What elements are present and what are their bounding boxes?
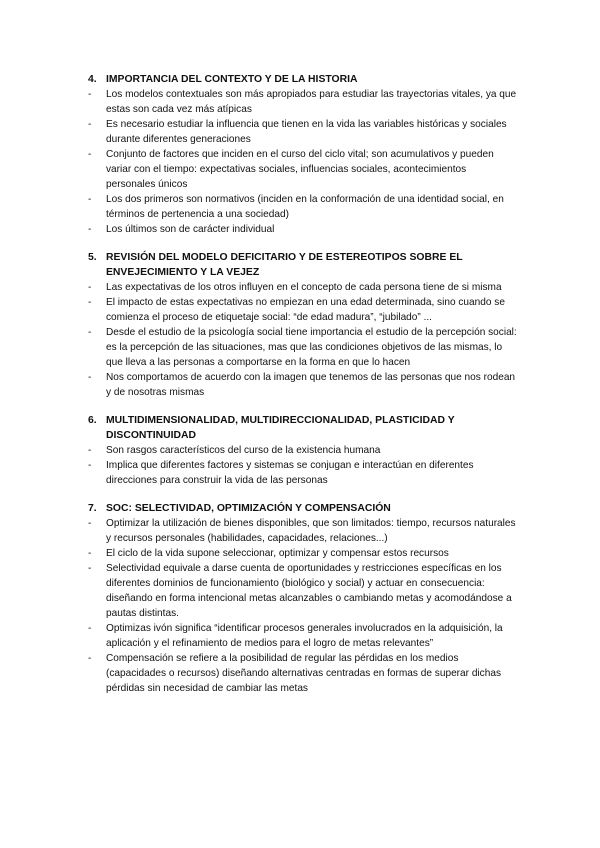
list-item [88, 458, 518, 488]
list-item-text: Optimizar la utilización de bienes disponibles, que son limitados: tiempo, recursos naturales y recursos personales (habilidades, capacidades, relaciones...) [106, 518, 516, 544]
list-item [88, 295, 518, 325]
dash-bullet-icon: - [88, 297, 92, 308]
dash-bullet-icon: - [88, 372, 92, 383]
list-item [88, 147, 518, 192]
list-item-text: Compensación se refiere a la posibilidad de regular las pérdidas en los medios (capacidades o recursos) diseñando alternativas centradas en formas de superar dichas pérdidas sin necesidad de cambiar las metas [106, 653, 501, 694]
list-item-text: Los últimos son de carácter individual [106, 224, 275, 235]
section-heading [88, 72, 518, 87]
bullet-list [88, 443, 518, 488]
document-content [88, 72, 518, 709]
list-item-text: Selectividad equivale a darse cuenta de oportunidades y restricciones específicas en los diferentes dominios de funcionamiento (biológico y social) y actuar en consecuencia: diseñando en forma intencional metas alcanzables o cambiando metas y acomodándose a pautas distintas. [106, 563, 512, 619]
section-1 [88, 72, 518, 237]
section-title: REVISIÓN DEL MODELO DEFICITARIO Y DE ESTEREOTIPOS SOBRE EL ENVEJECIMIENTO Y LA VEJEZ [106, 252, 463, 278]
dash-bullet-icon: - [88, 548, 92, 559]
list-item [88, 370, 518, 400]
section-4 [88, 501, 518, 696]
dash-bullet-icon: - [88, 563, 92, 574]
list-item-text: Nos comportamos de acuerdo con la imagen que tenemos de las personas que nos rodean y de nosotras mismas [106, 372, 516, 398]
list-item [88, 651, 518, 696]
list-item [88, 516, 518, 546]
section-3 [88, 413, 518, 488]
dash-bullet-icon: - [88, 445, 92, 456]
section-heading [88, 250, 518, 280]
dash-bullet-icon: - [88, 460, 92, 471]
section-heading [88, 501, 518, 516]
list-item-text: Desde el estudio de la psicología social tiene importancia el estudio de la percepción social: es la percepción de las situaciones, mas que las condiciones objetivos de las mismas, lo que lleva a las personas a comportarse en la forma en que lo hacen [106, 327, 517, 368]
list-item-text: Conjunto de factores que inciden en el curso del ciclo vital; son acumulativos y pueden variar con el tiempo: expectativas sociales, influencias sociales, acontecimientos personales únicos [106, 149, 494, 190]
list-item-text: Las expectativas de los otros influyen en el concepto de cada persona tiene de si misma [106, 282, 502, 293]
list-item [88, 117, 518, 147]
list-item-text: Son rasgos característicos del curso de la existencia humana [106, 445, 381, 456]
dash-bullet-icon: - [88, 653, 92, 664]
list-item-text: Optimizas ivón significa “identificar procesos generales involucrados en la adquisición, la aplicación y el refinamiento de medios para el logro de metas relevantes” [106, 623, 503, 649]
list-item [88, 87, 518, 117]
section-title: MULTIDIMENSIONALIDAD, MULTIDIRECCIONALIDAD, PLASTICIDAD Y DISCONTINUIDAD [106, 415, 455, 441]
list-item [88, 325, 518, 370]
section-number: 7. [88, 503, 97, 514]
list-item [88, 443, 518, 458]
list-item [88, 192, 518, 222]
list-item-text: Los dos primeros son normativos (inciden en la conformación de una identidad social, en términos de pertenencia a una sociedad) [106, 194, 504, 220]
list-item-text: El impacto de estas expectativas no empiezan en una edad determinada, sino cuando se comienza el proceso de etiquetaje social: “de edad madura”, “jubilado” ... [106, 297, 505, 323]
dash-bullet-icon: - [88, 149, 92, 160]
dash-bullet-icon: - [88, 119, 92, 130]
list-item [88, 561, 518, 621]
section-number: 6. [88, 415, 97, 426]
bullet-list [88, 87, 518, 237]
dash-bullet-icon: - [88, 282, 92, 293]
bullet-list [88, 280, 518, 400]
dash-bullet-icon: - [88, 327, 92, 338]
list-item [88, 546, 518, 561]
dash-bullet-icon: - [88, 224, 92, 235]
list-item-text: El ciclo de la vida supone seleccionar, optimizar y compensar estos recursos [106, 548, 449, 559]
list-item [88, 280, 518, 295]
list-item [88, 621, 518, 651]
bullet-list [88, 516, 518, 696]
section-title: IMPORTANCIA DEL CONTEXTO Y DE LA HISTORIA [106, 74, 358, 85]
list-item-text: Los modelos contextuales son más apropiados para estudiar las trayectorias vitales, ya que estas son cada vez más atípicas [106, 89, 517, 115]
section-number: 4. [88, 74, 97, 85]
list-item-text: Es necesario estudiar la influencia que tienen en la vida las variables históricas y sociales durante diferentes generaciones [106, 119, 507, 145]
dash-bullet-icon: - [88, 623, 92, 634]
list-item-text: Implica que diferentes factores y sistemas se conjugan e interactúan en diferentes direcciones para construir la vida de las personas [106, 460, 474, 486]
dash-bullet-icon: - [88, 194, 92, 205]
dash-bullet-icon: - [88, 518, 92, 529]
section-number: 5. [88, 252, 97, 263]
section-2 [88, 250, 518, 400]
list-item [88, 222, 518, 237]
dash-bullet-icon: - [88, 89, 92, 100]
section-heading [88, 413, 518, 443]
section-title: SOC: SELECTIVIDAD, OPTIMIZACIÓN Y COMPENSACIÓN [106, 503, 391, 514]
